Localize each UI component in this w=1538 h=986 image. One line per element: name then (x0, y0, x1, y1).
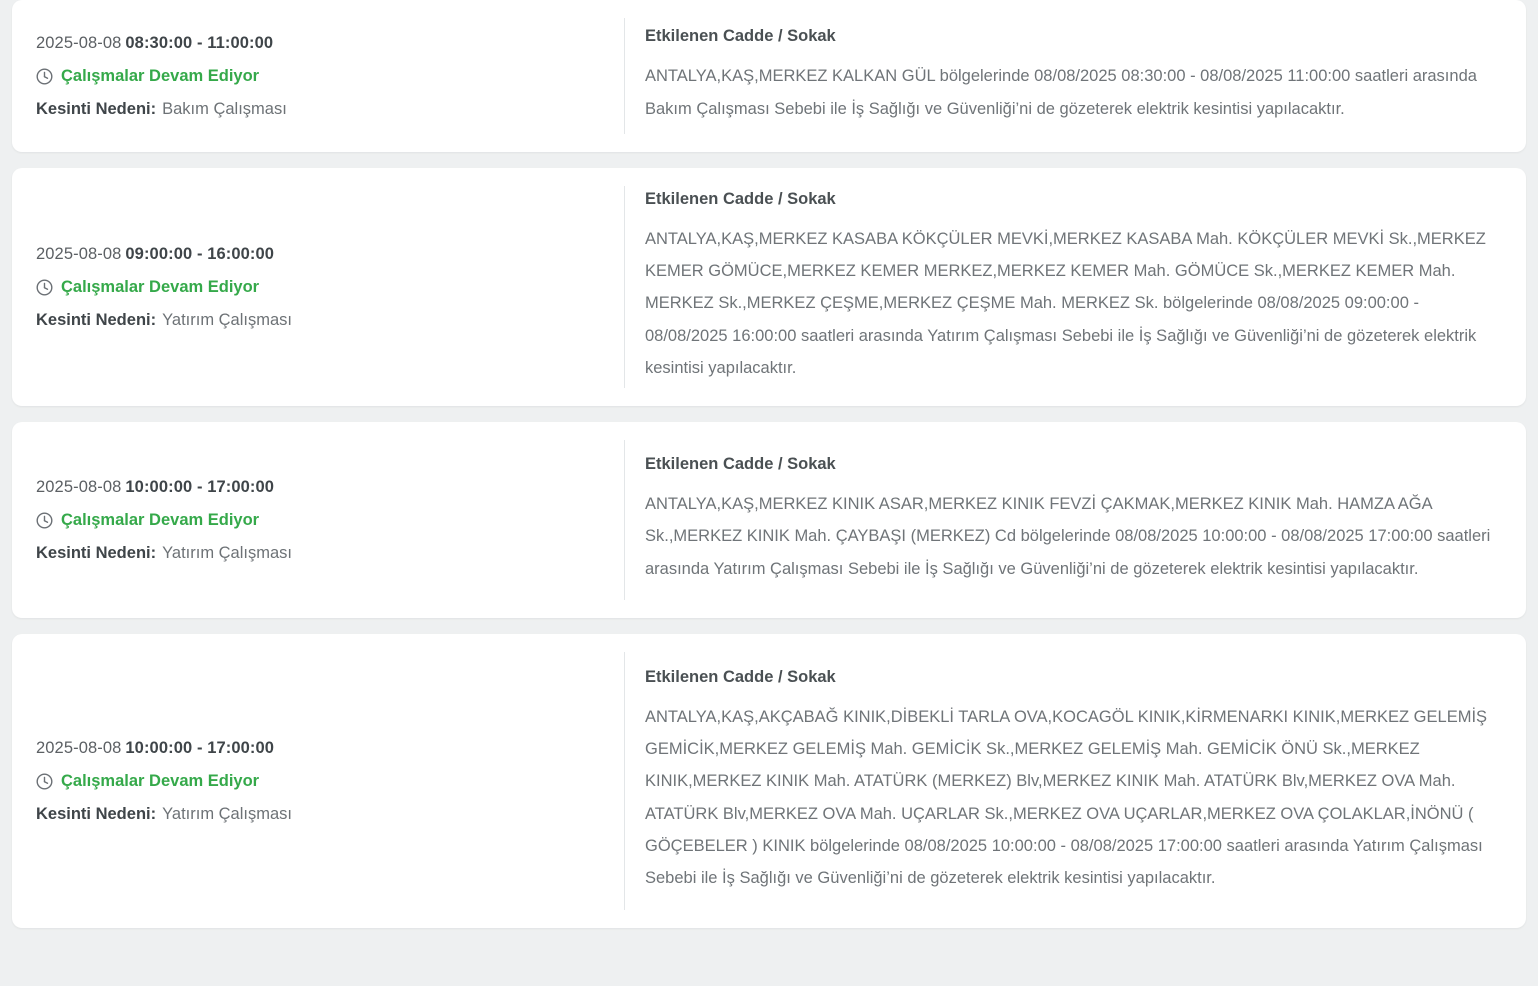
outage-summary (24, 652, 624, 910)
outage-description: ANTALYA,KAŞ,MERKEZ KASABA KÖKÇÜLER MEVKİ,MERKEZ KASABA Mah. KÖKÇÜLER MEVKİ Sk.,MERKEZ KEMER GÖMÜCE,MERKEZ KEMER MERKEZ,MERKEZ KEMER Mah. GÖMÜCE Sk.,MERKEZ KEMER Mah. MERKEZ Sk.,MERKEZ ÇEŞME,MERKEZ ÇEŞME Mah. MERKEZ Sk. bölgelerinde 08/08/2025 09:00:00 - 08/08/2025 16:00:00 saatleri arasında Yatırım Çalışması Sebebi ile İş Sağlığı ve Güvenliği’ni de gözeterek elektrik kesintisi yapılacaktır. (645, 230, 1486, 377)
outage-datetime (36, 478, 624, 497)
reason-value: Yatırım Çalışması (162, 543, 292, 562)
reason-label: Kesinti Nedeni: (36, 310, 157, 329)
outage-description: ANTALYA,KAŞ,AKÇABAĞ KINIK,DİBEKLİ TARLA OVA,KOCAGÖL KINIK,KİRMENARKI KINIK,MERKEZ GELEMİŞ GEMİCİK,MERKEZ GELEMİŞ Mah. GEMİCİK Sk.,MERKEZ GELEMİŞ Mah. GEMİCİK ÖNÜ Sk.,MERKEZ KINIK,MERKEZ KINIK Mah. ATATÜRK (MERKEZ) Blv,MERKEZ KINIK Mah. ATATÜRK Blv,MERKEZ OVA Mah. ATATÜRK Blv,MERKEZ OVA Mah. UÇARLAR Sk.,MERKEZ OVA UÇARLAR,MERKEZ OVA ÇOLAKLAR,İNÖNÜ ( GÖÇEBELER ) KINIK bölgelerinde 08/08/2025 10:00:00 - 08/08/2025 17:00:00 saatleri arasında Yatırım Çalışması Sebebi ile İş Sağlığı ve Güvenliği’ni de gözeterek elektrik kesintisi yapılacaktır. (645, 707, 1488, 887)
status-badge (36, 278, 624, 297)
outage-datetime (36, 245, 624, 264)
street-heading: Etkilenen Cadde / Sokak (645, 27, 836, 46)
outage-description: ANTALYA,KAŞ,MERKEZ KINIK ASAR,MERKEZ KINIK FEVZİ ÇAKMAK,MERKEZ KINIK Mah. HAMZA AĞA Sk.,MERKEZ KINIK Mah. ÇAYBAŞI (MERKEZ) Cd bölgelerinde 08/08/2025 10:00:00 - 08/08/2025 17:00:00 saatleri arasında Yatırım Çalışması Sebebi ile İş Sağlığı ve Güvenliği’ni de gözeterek elektrik kesintisi yapılacaktır. (645, 495, 1491, 578)
outage-time-range: 10:00:00 - 17:00:00 (125, 477, 275, 496)
status-badge (36, 67, 624, 86)
status-badge (36, 511, 624, 530)
outage-summary (24, 18, 624, 134)
street-heading: Etkilenen Cadde / Sokak (645, 455, 836, 474)
outage-date: 2025-08-08 (36, 244, 122, 263)
outage-detail (624, 652, 1500, 910)
street-heading: Etkilenen Cadde / Sokak (645, 190, 836, 209)
outage-summary (24, 440, 624, 600)
status-text: Çalışmalar Devam Ediyor (61, 277, 260, 296)
reason-label: Kesinti Nedeni: (36, 99, 157, 118)
outage-reason (36, 544, 624, 563)
outage-card (12, 0, 1526, 152)
outage-datetime (36, 34, 624, 53)
reason-value: Yatırım Çalışması (162, 310, 292, 329)
outage-date: 2025-08-08 (36, 477, 122, 496)
outage-card (12, 634, 1526, 928)
outage-time-range: 09:00:00 - 16:00:00 (125, 244, 275, 263)
outage-card (12, 168, 1526, 406)
outage-card (12, 422, 1526, 618)
outage-detail (624, 440, 1500, 600)
outage-description: ANTALYA,KAŞ,MERKEZ KALKAN GÜL bölgelerinde 08/08/2025 08:30:00 - 08/08/2025 11:00:00 saatleri arasında Bakım Çalışması Sebebi ile İş Sağlığı ve Güvenliği’ni de gözeterek elektrik kesintisi yapılacaktır. (645, 67, 1477, 118)
reason-label: Kesinti Nedeni: (36, 543, 157, 562)
outage-reason (36, 805, 624, 824)
reason-value: Bakım Çalışması (162, 99, 287, 118)
clock-icon (36, 773, 53, 790)
outage-time-range: 08:30:00 - 11:00:00 (125, 33, 274, 52)
street-heading: Etkilenen Cadde / Sokak (645, 667, 836, 686)
outage-detail (624, 18, 1500, 134)
outage-datetime (36, 739, 624, 758)
outage-date: 2025-08-08 (36, 33, 122, 52)
clock-icon (36, 512, 53, 529)
outage-summary (24, 186, 624, 388)
status-badge (36, 772, 624, 791)
outage-time-range: 10:00:00 - 17:00:00 (125, 738, 275, 757)
clock-icon (36, 279, 53, 296)
outage-detail (624, 186, 1500, 388)
status-text: Çalışmalar Devam Ediyor (61, 771, 260, 790)
clock-icon (36, 68, 53, 85)
reason-value: Yatırım Çalışması (162, 804, 292, 823)
outage-reason (36, 311, 624, 330)
status-text: Çalışmalar Devam Ediyor (61, 510, 260, 529)
outage-reason (36, 100, 624, 119)
reason-label: Kesinti Nedeni: (36, 804, 157, 823)
outage-date: 2025-08-08 (36, 738, 122, 757)
status-text: Çalışmalar Devam Ediyor (61, 66, 260, 85)
